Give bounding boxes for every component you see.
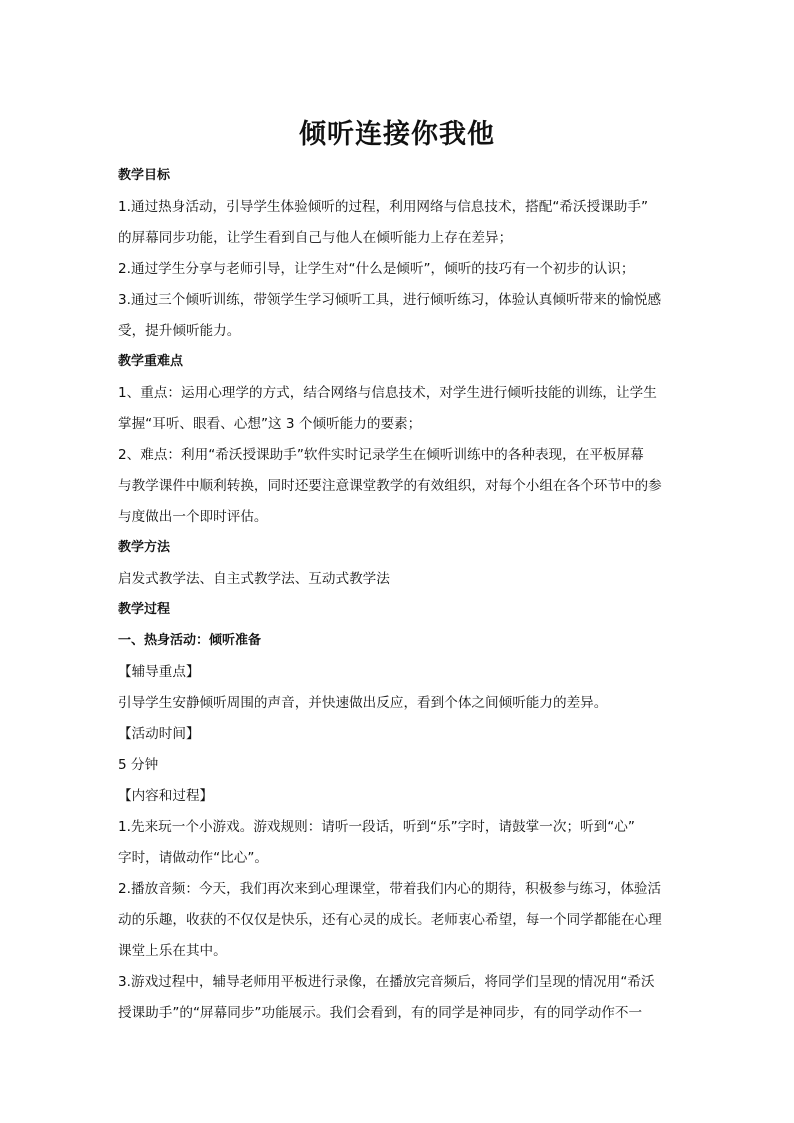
paragraph-line: 授课助手”的“屏幕同步”功能展示。我们会看到，有的同学是神同步，有的同学动作不一 [118,1005,643,1021]
paragraph-line: 1.先来玩一个小游戏。游戏规则：请听一段话，听到“乐”字时，请鼓掌一次；听到“心” [118,819,635,835]
paragraph-line: 3.通过三个倾听训练，带领学生学习倾听工具，进行倾听练习，体验认真倾听带来的愉悦感 [118,292,662,308]
document-title: 倾听连接你我他 [299,119,495,150]
paragraph-line: 1.通过热身活动，引导学生体验倾听的过程，利用网络与信息技术，搭配“希沃授课助手” [118,199,649,215]
paragraph-line: 课堂上乐在其中。 [118,943,227,959]
paragraph-line: 动的乐趣，收获的不仅仅是快乐，还有心灵的成长。老师衷心希望，每一个同学都能在心理 [118,912,662,928]
paragraph-line: 掌握“耳听、眼看、心想”这 3 个倾听能力的要素； [118,416,422,432]
section-heading-methods: 教学方法 [118,540,171,555]
paragraph-line: 引导学生安静倾听周围的声音，并快速做出反应，看到个体之间倾听能力的差异。 [118,695,608,711]
bracket-label: 【辅导重点】 [118,664,200,680]
subsection-heading-warmup: 一、热身活动：倾听准备 [118,633,262,648]
paragraph-line: 的屏幕同步功能，让学生看到自己与他人在倾听能力上存在差异； [118,230,513,246]
paragraph-line: 与度做出一个即时评估。 [118,509,268,525]
paragraph-line: 字时，请做动作“比心”。 [118,850,269,866]
paragraph-line: 3.游戏过程中，辅导老师用平板进行录像，在播放完音频后，将同学们呈现的情况用“希沃 [118,974,655,990]
paragraph-line: 受，提升倾听能力。 [118,323,241,339]
paragraph-line: 2、难点：利用“希沃授课助手”软件实时记录学生在倾听训练中的各种表现，在平板屏幕 [118,447,644,463]
section-heading-key-points: 教学重难点 [118,354,184,369]
paragraph-line: 启发式教学法、自主式教学法、互动式教学法 [118,571,390,587]
bracket-label: 【内容和过程】 [118,788,214,804]
paragraph-line: 与教学课件中顺利转换，同时还要注意课堂教学的有效组织，对每个小组在各个环节中的参 [118,478,662,494]
section-heading-process: 教学过程 [118,602,171,617]
section-heading-objectives: 教学目标 [118,168,171,183]
bracket-label: 【活动时间】 [118,726,200,742]
paragraph-line: 2.通过学生分享与老师引导，让学生对“什么是倾听”，倾听的技巧有一个初步的认识； [118,261,635,277]
paragraph-line: 2.播放音频：今天，我们再次来到心理课堂，带着我们内心的期待，积极参与练习，体验活 [118,881,662,897]
paragraph-line: 5 分钟 [118,757,159,773]
paragraph-line: 1、重点：运用心理学的方式，结合网络与信息技术，对学生进行倾听技能的训练，让学生 [118,385,657,401]
